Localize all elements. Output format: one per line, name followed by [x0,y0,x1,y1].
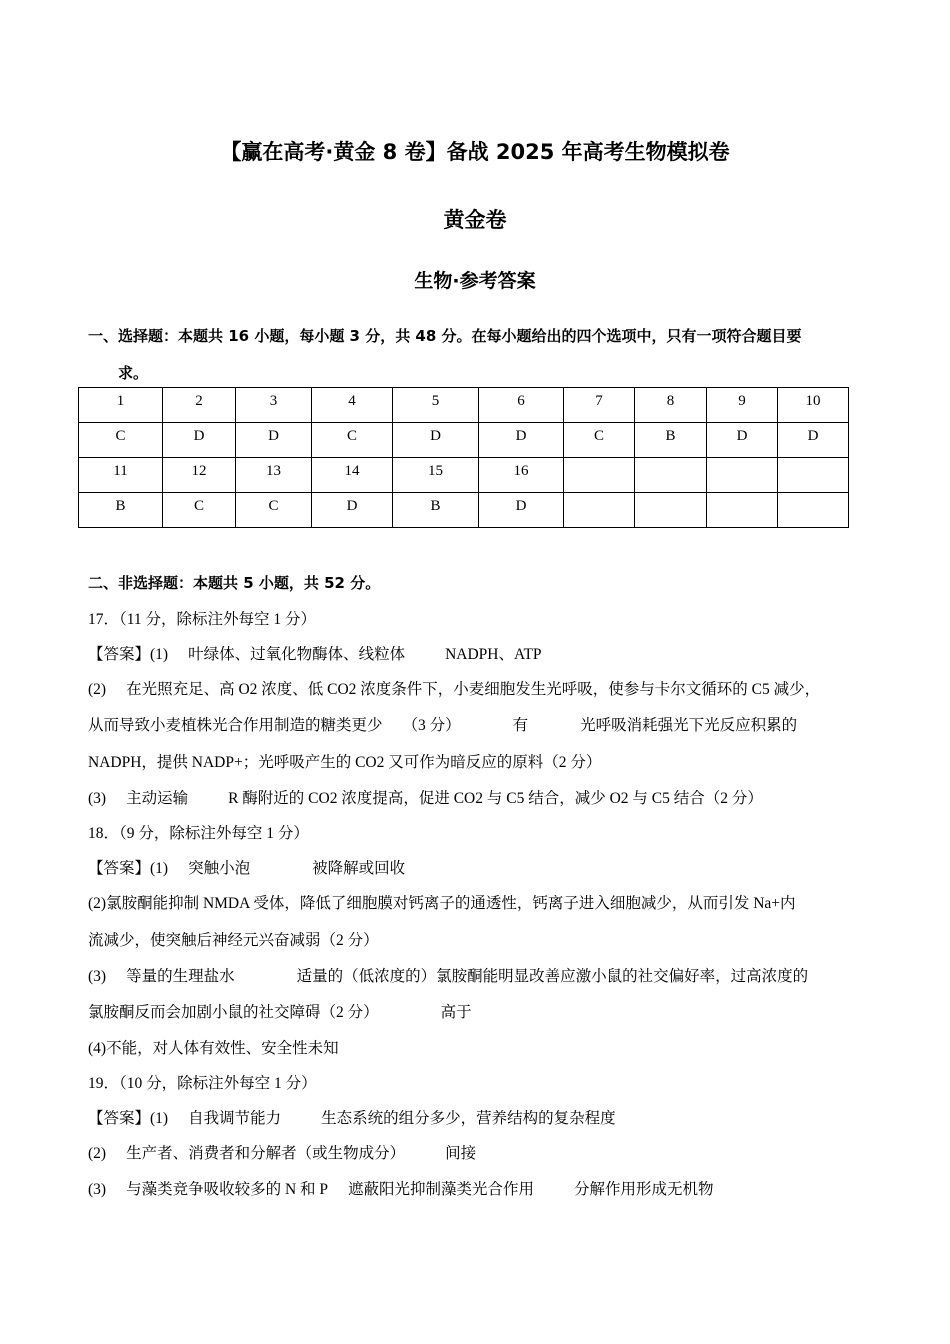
question-number-cell: 7 [564,388,635,423]
answer-cell: C [564,423,635,458]
q18-answer-2-line2: 流减少，使突触后神经元兴奋减弱（2 分） [88,932,379,949]
question-number-cell [635,458,707,493]
question-number-row [79,458,849,493]
q18-heading: 18．（9 分，除标注外每空 1 分） [88,825,309,842]
answer-label: 【答案】(1) [88,860,169,877]
part1-heading [88,318,868,392]
answer-text: 适量的（低浓度的）氯胺酮能明显改善应激小鼠的社交偏好率，过高浓度的 [296,968,809,985]
question-number-cell: 3 [236,388,312,423]
question-number-cell: 14 [312,458,393,493]
answer-text: R 酶附近的 CO2 浓度提高，促进 CO2 与 C5 结合，减少 O2 与 C5 结合（2 分） [228,790,763,807]
question-number-cell: 6 [479,388,564,423]
answer-text: 等量的生理盐水 [126,968,235,985]
q18-answer-3-line1 [88,967,808,987]
question-number-cell: 1 [79,388,163,423]
question-number-cell: 11 [79,458,163,493]
question-number-cell: 12 [163,458,236,493]
exam-title: 【赢在高考·黄金 8 卷】备战 2025 年高考生物模拟卷 [220,140,730,164]
question-number-cell [707,458,778,493]
question-number-cell: 4 [312,388,393,423]
q17-heading: 17．（11 分，除标注外每空 1 分） [88,611,317,628]
answer-cell: D [479,493,564,528]
answer-text: 自我调节能力 [188,1110,282,1127]
answer-text: 与藻类竞争吸收较多的 N 和 P [126,1181,329,1198]
exam-subtitle: 黄金卷 [443,208,507,232]
answer-row [79,493,849,528]
answer-key-title: 生物·参考答案 [414,270,536,292]
part1-heading-line1: 一、选择题：本题共 16 小题，每小题 3 分，共 48 分。在每小题给出的四个选项中，只有一项符合题目要 [88,327,802,345]
answer-text: 分解作用形成无机物 [574,1181,714,1198]
q19-answer-2 [88,1144,476,1164]
item-number: (3) [88,790,107,807]
q19-answer-3 [88,1180,714,1200]
answer-cell: D [479,423,564,458]
answer-text: 主动运输 [126,790,189,807]
question-number-row [79,388,849,423]
answer-cell: C [163,493,236,528]
q18-answer-2-line1: (2)氯胺酮能抑制 NMDA 受体，降低了细胞膜对钙离子的通透性，钙离子进入细胞减少，从而引发 Na+内 [88,895,796,912]
answer-cell: C [312,423,393,458]
answer-cell [707,493,778,528]
answer-cell: D [163,423,236,458]
answer-cell: D [236,423,312,458]
answer-cell: D [393,423,479,458]
answer-table [78,387,849,528]
score-note: （3 分） [402,717,461,734]
question-number-cell [564,458,635,493]
part2-heading: 二、非选择题：本题共 5 小题，共 52 分。 [88,574,381,592]
q17-answer-2-line3: NADPH，提供 NADP+；光呼吸产生的 CO2 又可作为暗反应的原料（2 分） [88,754,602,771]
question-number-cell: 10 [778,388,849,423]
answer-text: 氯胺酮反而会加剧小鼠的社交障碍（2 分） [88,1004,379,1021]
answer-label: 【答案】(1) [88,1110,169,1127]
item-number: (3) [88,968,107,985]
answer-text: 突触小泡 [188,860,251,877]
answer-cell: B [393,493,479,528]
answer-text: 生产者、消费者和分解者（或生物成分） [126,1145,406,1162]
answer-cell: D [707,423,778,458]
answer-text: NADPH、ATP [445,646,542,663]
answer-table-body [79,388,849,528]
answer-cell: C [236,493,312,528]
q17-answer-2-line1 [88,680,820,700]
item-number: (2) [88,1145,107,1162]
q18-answer-4: (4)不能，对人体有效性、安全性未知 [88,1040,339,1057]
question-number-cell: 9 [707,388,778,423]
answer-cell: D [312,493,393,528]
part1-heading-line2: 求。 [118,364,149,382]
question-number-cell: 5 [393,388,479,423]
answer-cell [635,493,707,528]
answer-cell [564,493,635,528]
q18-answer-3-line2 [88,1003,472,1023]
question-number-cell [778,458,849,493]
answer-cell: B [635,423,707,458]
question-number-cell: 13 [236,458,312,493]
answer-cell: B [79,493,163,528]
q19-heading: 19．（10 分，除标注外每空 1 分） [88,1075,317,1092]
answer-text: 从而导致小麦植株光合作用制造的糖类更少 [88,717,383,734]
answer-cell: C [79,423,163,458]
answer-cell: D [778,423,849,458]
question-number-cell: 8 [635,388,707,423]
q17-answer-3 [88,789,763,809]
answer-text: 高于 [440,1004,472,1021]
q19-answer-1 [88,1109,616,1129]
q17-answer-1 [88,645,542,665]
answer-cell [778,493,849,528]
answer-text: 被降解或回收 [312,860,406,877]
question-number-cell: 2 [163,388,236,423]
question-number-cell: 15 [393,458,479,493]
answer-text: 生态系统的组分多少，营养结构的复杂程度 [321,1110,616,1127]
item-number: (2) [88,681,107,698]
answer-text: 叶绿体、过氧化物酶体、线粒体 [188,646,406,663]
answer-text: 遮蔽阳光抑制藻类光合作用 [348,1181,535,1198]
question-number-cell: 16 [479,458,564,493]
answer-text: 光呼吸消耗强光下光反应积累的 [580,717,798,734]
answer-text: 在光照充足、高 O2 浓度、低 CO2 浓度条件下，小麦细胞发生光呼吸，使参与卡尔文循环的 C5 减少， [126,681,821,698]
answer-text: 有 [512,717,529,734]
q17-answer-2-line2 [88,716,797,736]
answer-row [79,423,849,458]
answer-label: 【答案】(1) [88,646,169,663]
q18-answer-1 [88,859,405,879]
item-number: (3) [88,1181,107,1198]
answer-text: 间接 [445,1145,477,1162]
